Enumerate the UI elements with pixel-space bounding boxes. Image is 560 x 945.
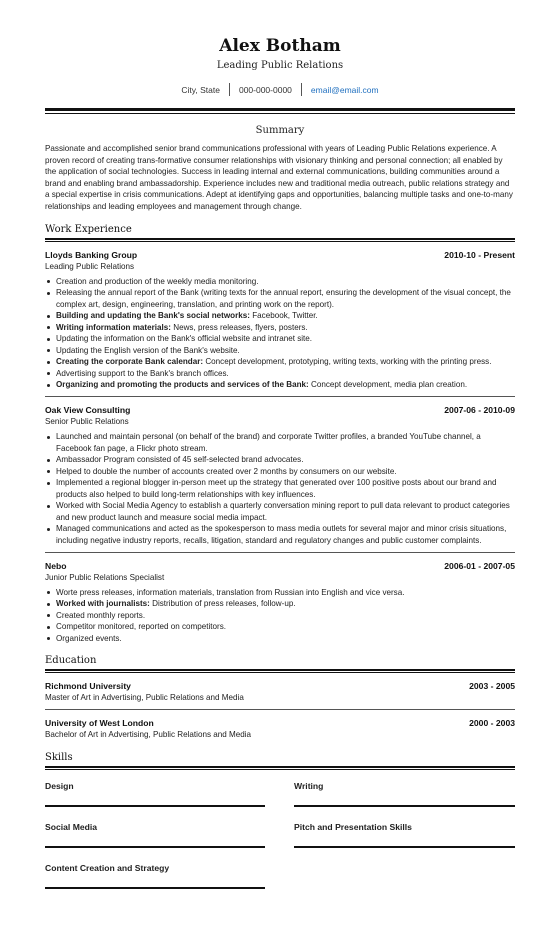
email-link[interactable]: email@email.com — [310, 84, 379, 95]
skill-item — [294, 815, 515, 856]
work-dates: 2010-10 - Present — [444, 249, 515, 260]
responsibility-text: Implemented a regional blogger in-person meet up the strategy that generated over 100 positive posts about our brand and products also helped to build long-term relationships with key influences. — [56, 478, 497, 499]
responsibility-list — [45, 587, 515, 645]
responsibility-text: Updating the English version of the Bank's website. — [56, 345, 240, 355]
header-rule-thin — [45, 113, 515, 114]
responsibility-item — [45, 477, 515, 500]
skill-item — [45, 815, 265, 856]
responsibility-item — [45, 621, 515, 633]
degree-text: Bachelor of Art in Advertising, Public Relations and Media — [45, 730, 252, 740]
education-entry — [45, 709, 515, 741]
job-title: Junior Public Relations Specialist — [45, 572, 165, 582]
responsibility-item — [45, 523, 515, 546]
work-dates: 2006-01 - 2007-05 — [444, 560, 515, 571]
work-entry — [45, 242, 515, 391]
education-dates: 2003 - 2005 — [469, 681, 515, 692]
responsibility-list — [45, 276, 515, 391]
responsibility-lead: Organizing and promoting the products and services of the Bank: — [56, 380, 309, 390]
responsibility-text: Launched and maintain personal (on behalf of the brand) and corporate Twitter profiles, a branded YouTube channel, a Facebook fan page, a Flickr photo stream. — [56, 432, 481, 453]
responsibility-item — [45, 466, 515, 478]
responsibility-text: Ambassador Program consisted of 45 self-selected brand advocates. — [56, 455, 304, 465]
work-entry-header — [45, 560, 515, 572]
contact-line — [45, 83, 515, 96]
education-dates: 2000 - 2003 — [469, 718, 515, 729]
education-entry-header — [45, 680, 515, 692]
school-name: Richmond University — [45, 681, 131, 692]
skills-grid — [45, 774, 515, 897]
responsibility-item — [45, 431, 515, 454]
responsibility-lead: Worked with journalists: — [56, 599, 150, 609]
responsibility-item — [45, 322, 515, 334]
responsibility-text: Updating the information on the Bank's official website and intranet site. — [56, 334, 313, 344]
school-name: University of West London — [45, 718, 154, 729]
candidate-headline: Leading Public Relations — [216, 60, 344, 71]
skill-name: Social Media — [45, 822, 98, 833]
responsibility-text: Distribution of press releases, follow-up. — [149, 599, 296, 609]
skill-item — [45, 774, 265, 815]
responsibility-lead: Creating the corporate Bank calendar: — [56, 357, 204, 367]
skill-item — [294, 774, 515, 815]
work-entry-header — [45, 249, 515, 261]
education-entry-header — [45, 717, 515, 729]
responsibility-lead: Building and updating the Bank's social networks: — [56, 311, 250, 321]
contact-divider — [229, 83, 230, 96]
section-rule — [45, 238, 515, 240]
phone-text: 000-000-0000 — [238, 84, 292, 95]
responsibility-text: Organized events. — [56, 633, 122, 643]
responsibility-text: Managed communications and acted as the spokesperson to mass media outlets for several major and minor crisis situations, including negative industry reports, recalls, litigation, standard and regulatory changes and public customer complaints. — [56, 524, 507, 545]
skill-name: Pitch and Presentation Skills — [294, 822, 412, 833]
responsibility-lead: Writing information materials: — [56, 322, 171, 332]
responsibility-text: Helped to double the number of accounts created over 2 months by consumers on our website. — [56, 466, 397, 476]
job-title: Leading Public Relations — [45, 261, 135, 271]
company-name: Nebo — [45, 560, 67, 571]
responsibility-text: Creation and production of the weekly media monitoring. — [56, 276, 259, 286]
responsibility-item — [45, 310, 515, 322]
education-list — [45, 673, 515, 741]
skill-name: Content Creation and Strategy — [45, 863, 170, 874]
responsibility-item — [45, 276, 515, 288]
skill-level-bar — [45, 846, 265, 848]
contact-divider — [301, 83, 302, 96]
responsibility-text: Concept development, media plan creation. — [308, 380, 468, 390]
skill-name: Design — [45, 781, 74, 792]
job-title: Senior Public Relations — [45, 417, 129, 427]
summary-heading: Summary — [255, 125, 305, 136]
header-rule-thick — [45, 108, 515, 111]
responsibility-item — [45, 500, 515, 523]
responsibility-item — [45, 633, 515, 645]
responsibility-item — [45, 379, 515, 391]
skill-level-bar — [45, 805, 265, 807]
responsibility-text: Releasing the annual report of the Bank (writing texts for the annual report, ensuring the development of the visual concept, the complex art, design, engineering, translation, and printing work on the report). — [56, 288, 511, 309]
responsibility-text: Competitor monitored, reported on competitors. — [56, 622, 227, 632]
section-rule — [45, 766, 515, 768]
skill-name: Writing — [294, 781, 324, 792]
responsibility-item — [45, 587, 515, 599]
company-name: Oak View Consulting — [45, 405, 131, 416]
responsibility-text: Advertising support to the Bank's branch offices. — [56, 368, 229, 378]
work-entry — [45, 552, 515, 645]
work-entry-header — [45, 404, 515, 416]
responsibility-text: Created monthly reports. — [56, 610, 146, 620]
summary-text: Passionate and accomplished senior brand communications professional with years of Leading Public Relations experience. A proven record of creating trans-formative consumer relationships with visionary thinking and personal connection; all enabled by the application of social technologies. Success in leading internal and external communications, building communities around a brand and enabling brand ambassadorship. Experience includes new and traditional media outreach, public relations strategy and a special expertise in crisis communications. Adept at identifying gaps and opportunities, balancing multiple tasks and one-to-many relationships and leading employees and management through change. — [45, 144, 513, 211]
candidate-name: Alex Botham — [219, 36, 341, 56]
responsibility-item — [45, 287, 515, 310]
responsibility-text: Worked with Social Media Agency to establish a quarterly conversation mining report to pull data relevant to product categories and new product launch and measure social media impact. — [56, 501, 510, 522]
work-experience-heading: Work Experience — [45, 223, 132, 235]
degree-text: Master of Art in Advertising, Public Relations and Media — [45, 693, 244, 703]
section-rule — [45, 669, 515, 671]
work-experience-list — [45, 242, 515, 645]
responsibility-text: News, press releases, flyers, posters. — [170, 322, 308, 332]
work-dates: 2007-06 - 2010-09 — [444, 405, 515, 416]
education-heading: Education — [45, 655, 97, 667]
skill-level-bar — [294, 805, 515, 807]
responsibility-text: Facebook, Twitter. — [249, 311, 318, 321]
responsibility-item — [45, 345, 515, 357]
responsibility-item — [45, 368, 515, 380]
education-entry — [45, 673, 515, 704]
responsibility-item — [45, 333, 515, 345]
responsibility-item — [45, 610, 515, 622]
company-name: Lloyds Banking Group — [45, 249, 138, 260]
section-rule — [45, 769, 515, 770]
responsibility-text: Worte press releases, information materials, translation from Russian into English and vice versa. — [56, 587, 405, 597]
responsibility-text: Concept development, prototyping, writing texts, working with the printing press. — [203, 357, 492, 367]
skills-heading: Skills — [45, 752, 73, 764]
responsibility-item — [45, 454, 515, 466]
responsibility-list — [45, 431, 515, 546]
responsibility-item — [45, 598, 515, 610]
skill-item — [45, 856, 265, 897]
work-entry — [45, 396, 515, 546]
skill-level-bar — [45, 887, 265, 889]
responsibility-item — [45, 356, 515, 368]
location-text: City, State — [181, 84, 220, 95]
skill-level-bar — [294, 846, 515, 848]
